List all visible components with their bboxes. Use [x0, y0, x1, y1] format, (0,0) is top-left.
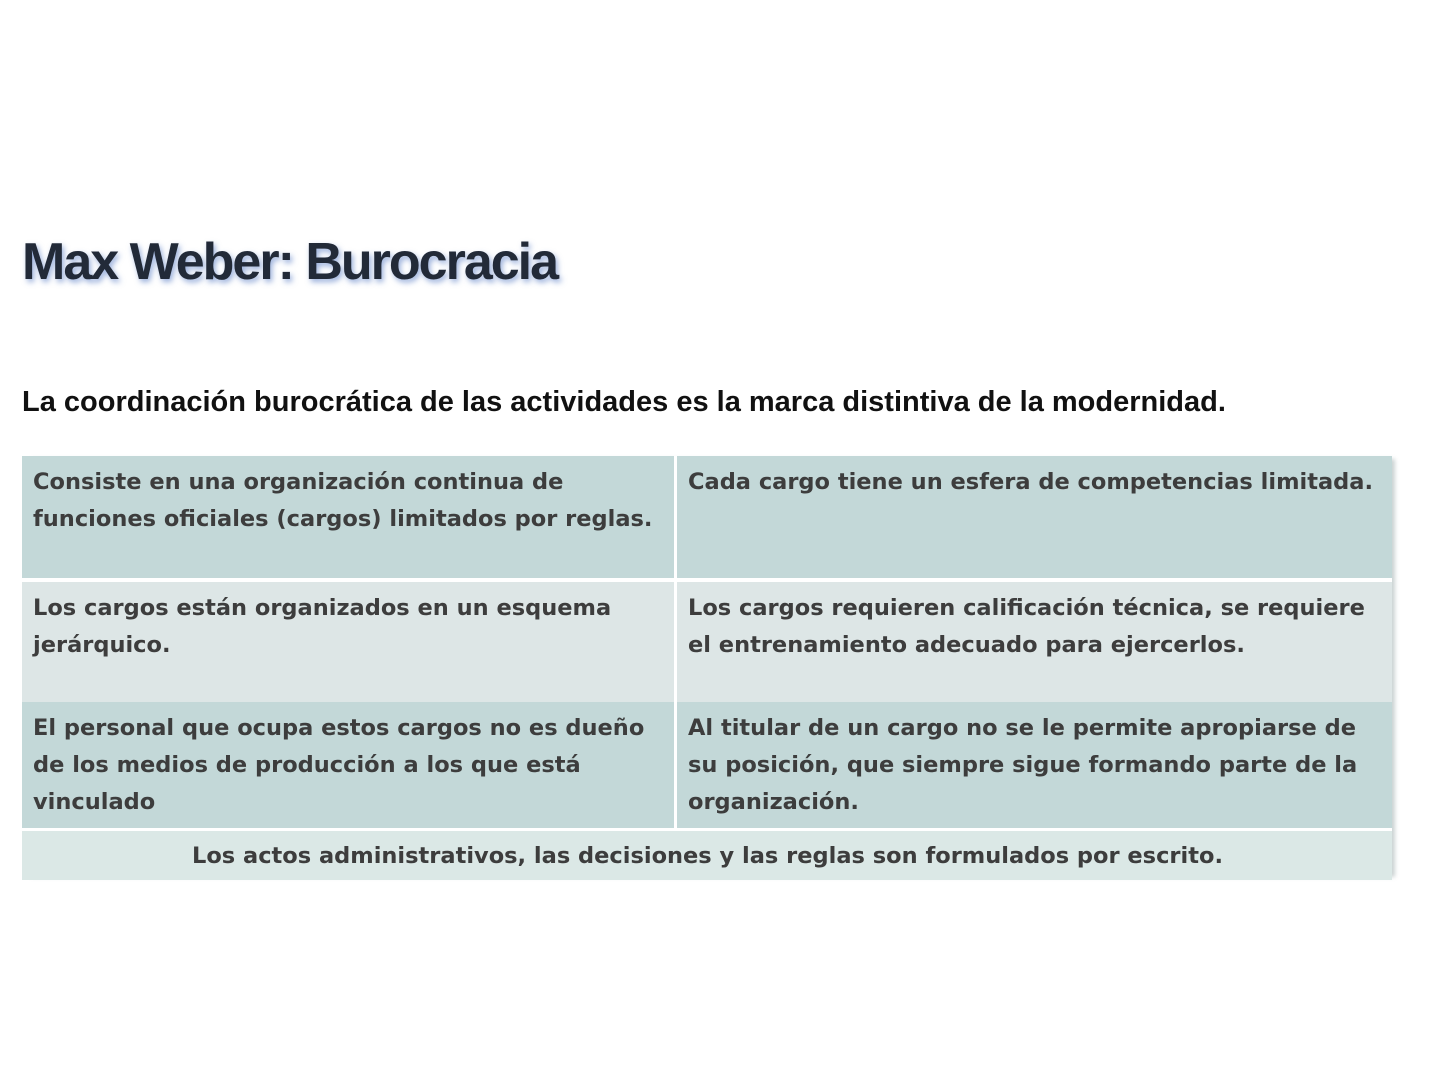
table-cell: Cada cargo tiene un esfera de competencias limitada. [674, 456, 1392, 578]
weber-characteristics-table [22, 456, 1392, 880]
table-footer-cell: Los actos administrativos, las decisiones y las reglas son formulados por escrito. [22, 828, 1392, 880]
table-cell: Consiste en una organización continua de funciones oficiales (cargos) limitados por reglas. [22, 456, 674, 578]
table-cell: Los cargos están organizados en un esquema jerárquico. [22, 578, 674, 702]
slide-subtitle: La coordinación burocrática de las actividades es la marca distintiva de la modernidad. [22, 386, 1226, 418]
table-cell: Al titular de un cargo no se le permite apropiarse de su posición, que siempre sigue formando parte de la organización. [674, 702, 1392, 828]
slide-title: Max Weber: Burocracia [22, 233, 558, 291]
table-cell: Los cargos requieren calificación técnica, se requiere el entrenamiento adecuado para ejercerlos. [674, 578, 1392, 702]
table-cell: El personal que ocupa estos cargos no es dueño de los medios de producción a los que está vinculado [22, 702, 674, 828]
